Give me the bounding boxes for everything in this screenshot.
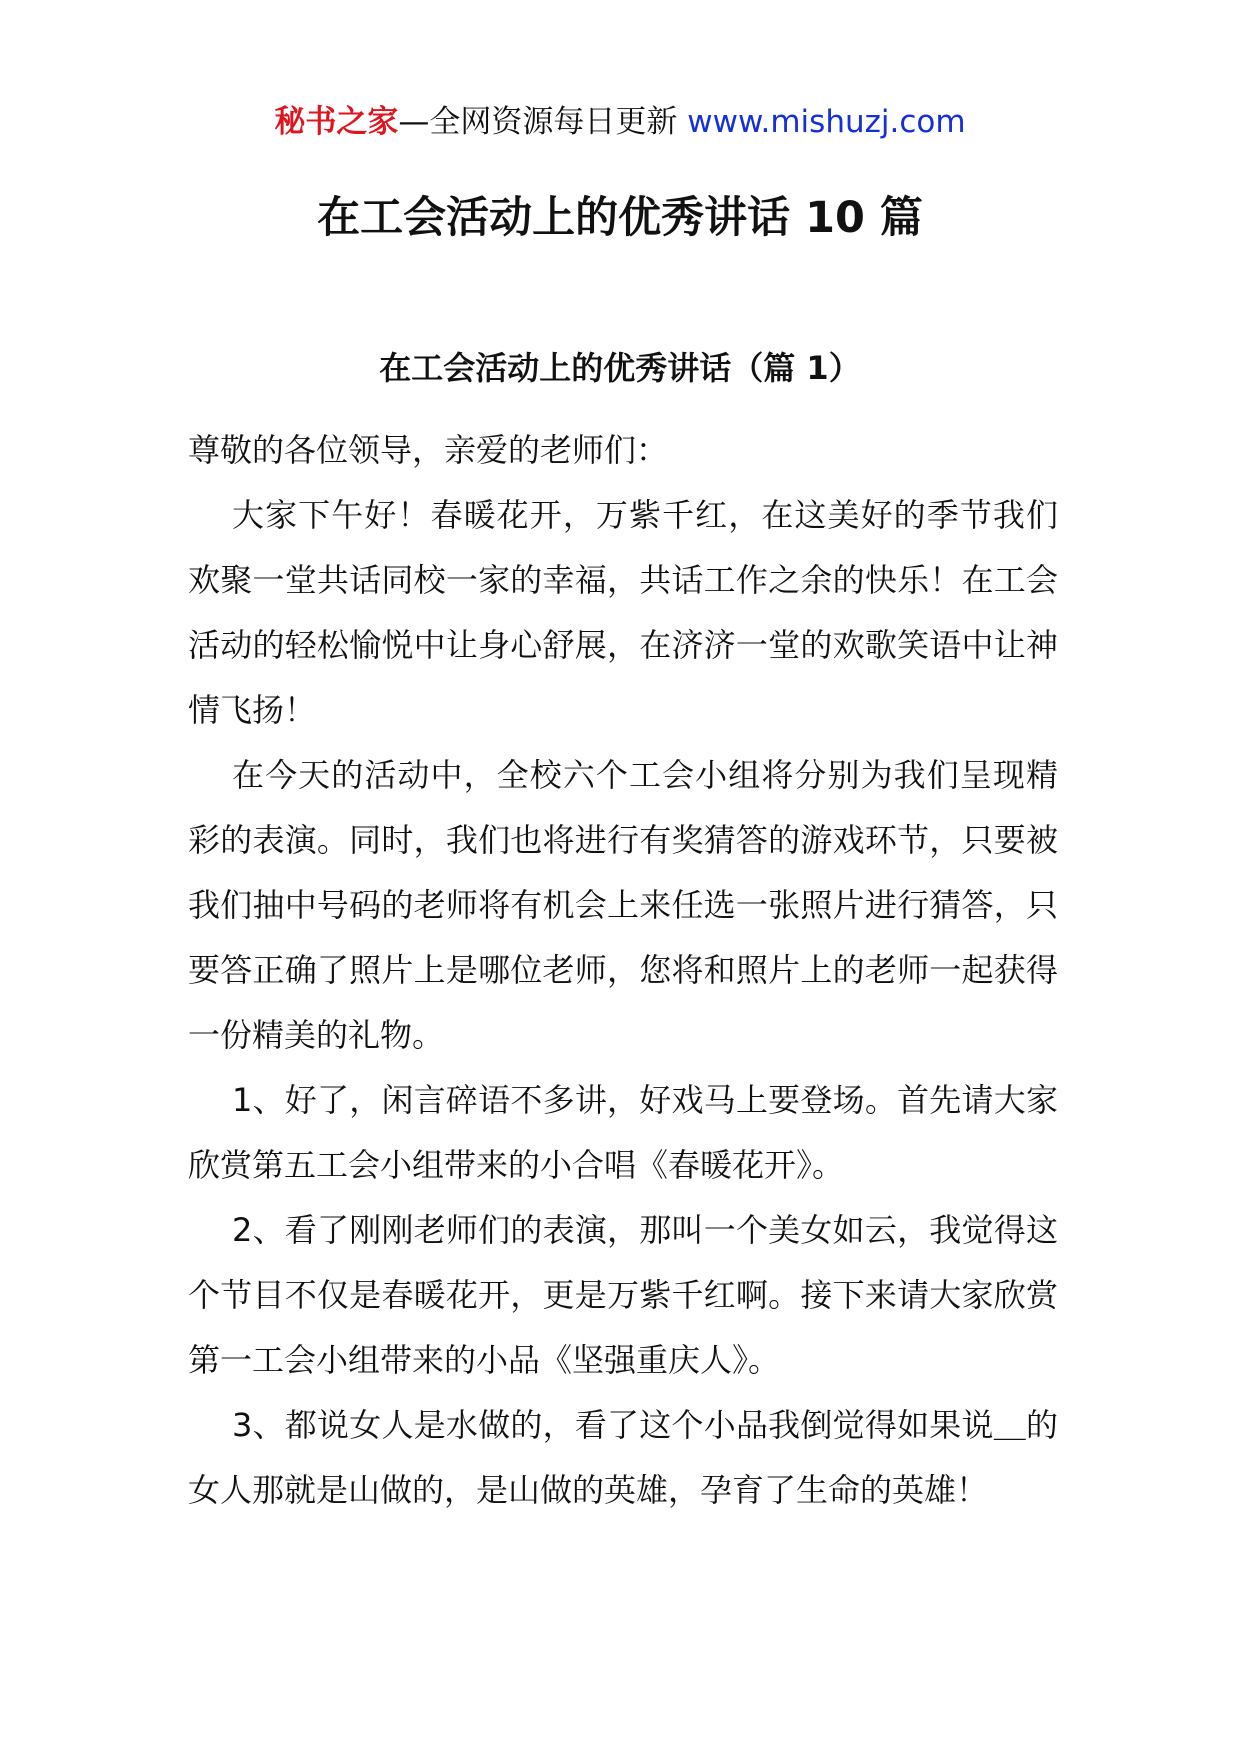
document-title: 在工会活动上的优秀讲话 10 篇	[317, 193, 923, 243]
paragraph: 3、都说女人是水做的，看了这个小品我倒觉得如果说＿的女人那就是山做的，是山做的英雄，孕育了生命的英雄！	[188, 1406, 1058, 1509]
website-link[interactable]: www.mishuzj.com	[687, 104, 966, 140]
paragraph: 在今天的活动中，全校六个工会小组将分别为我们呈现精彩的表演。同时，我们也将进行有奖猜答的游戏环节，只要被我们抽中号码的老师将有机会上来任选一张照片进行猜答，只要答正确了照片上是哪位老师，您将和照片上的老师一起获得一份精美的礼物。	[188, 756, 1058, 1054]
salutation: 尊敬的各位领导，亲爱的老师们：	[188, 431, 669, 469]
document-body	[188, 418, 1058, 1523]
paragraph: 2、看了刚刚老师们的表演，那叫一个美女如云，我觉得这个节目不仅是春暖花开，更是万紫千红啊。接下来请大家欣赏第一工会小组带来的小品《坚强重庆人》。	[188, 1211, 1058, 1379]
brand-name: 秘书之家	[274, 104, 399, 140]
section-title: 在工会活动上的优秀讲话（篇 1）	[379, 349, 861, 387]
header-slogan: —全网资源每日更新	[398, 104, 678, 140]
paragraph: 大家下午好！春暖花开，万紫千红，在这美好的季节我们欢聚一堂共话同校一家的幸福，共话工作之余的快乐！在工会活动的轻松愉悦中让身心舒展，在济济一堂的欢歌笑语中让神情飞扬！	[188, 496, 1058, 729]
paragraph: 1、好了，闲言碎语不多讲，好戏马上要登场。首先请大家欣赏第五工会小组带来的小合唱《春暖花开》。	[188, 1081, 1058, 1184]
site-header	[0, 100, 1240, 144]
